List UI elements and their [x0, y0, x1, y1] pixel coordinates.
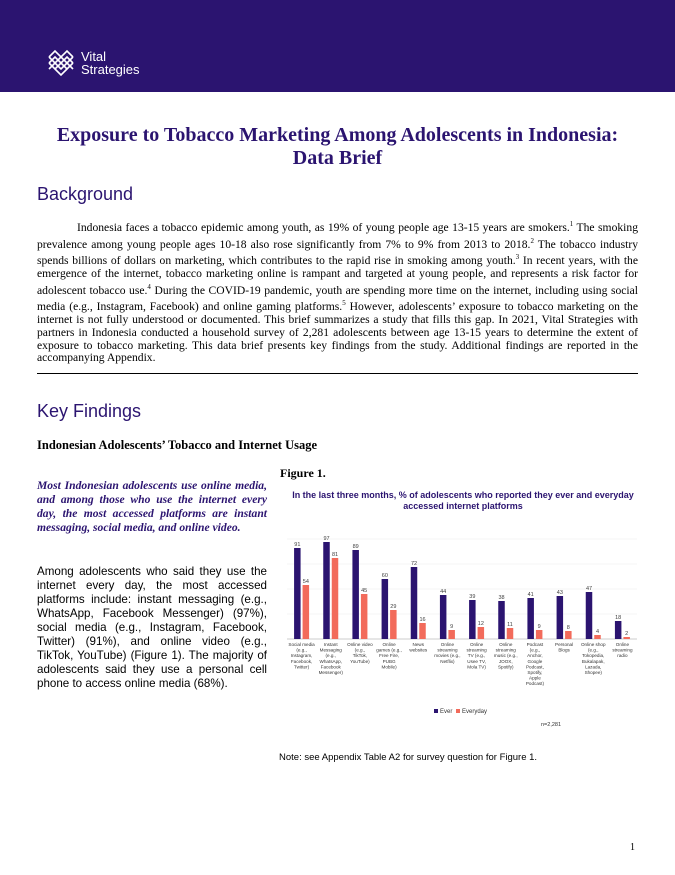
- category-label: YouTube): [350, 658, 370, 664]
- data-label-everyday: 16: [419, 617, 426, 623]
- figure-label: Figure 1.: [280, 466, 326, 480]
- category-label: Netflix): [440, 658, 455, 664]
- category-label: Google: [527, 658, 543, 664]
- data-label-everyday: 12: [477, 621, 484, 627]
- data-label-ever: 60: [381, 573, 388, 579]
- data-label-everyday: 11: [507, 622, 513, 628]
- legend-label-everyday: Everyday: [462, 709, 488, 715]
- legend-swatch-everyday: [456, 709, 460, 713]
- ref-1: 1: [569, 220, 574, 228]
- category-label: Online: [615, 642, 630, 647]
- category-label: streaming: [495, 647, 516, 653]
- category-label: Mola TV): [467, 664, 486, 670]
- category-label: Personal: [555, 642, 574, 647]
- bar-everyday: [507, 628, 514, 639]
- category-label: Free Fire,: [379, 653, 400, 659]
- category-label: Apple: [529, 675, 541, 681]
- finding-body: Among adolescents who said they use the internet every day, the most accessed platforms include: instant messaging (e.g., WhatsApp, Facebook Messenger) (97%), social media (e.g., Instagram, Facebook, Twitter) (91%), and online video (e.g., TikTok, YouTube) (Figure 1). The majority of adolescents said they use a personal cell phone to access online media (68%).: [37, 565, 267, 690]
- bar-everyday: [390, 610, 397, 639]
- category-label: TikTok,: [352, 653, 368, 659]
- category-label: PUBG: [382, 658, 396, 664]
- category-label: Tokopedia,: [582, 653, 605, 659]
- bar-everyday: [332, 558, 339, 639]
- bar-ever: [382, 579, 389, 639]
- legend-swatch-ever: [434, 709, 438, 713]
- data-label-ever: 72: [410, 561, 418, 567]
- data-label-ever: 18: [615, 615, 622, 621]
- category-label: Facebook,: [290, 658, 313, 664]
- data-label-ever: 91: [294, 542, 301, 548]
- bar-ever: [498, 601, 505, 639]
- category-label: Instant: [323, 642, 338, 647]
- title-line-1: Exposure to Tobacco Marketing Among Adolescents in Indonesia:: [56, 124, 619, 146]
- chart-title: In the last three months, % of adolescents who reported they ever and everyday accessed internet platforms: [292, 490, 634, 511]
- category-label: Podcast,: [525, 664, 544, 670]
- category-label: Online: [469, 642, 484, 647]
- bar-ever: [352, 550, 359, 639]
- page-number: 1: [630, 842, 635, 853]
- category-label: JOOX,: [498, 658, 513, 664]
- logo-text: [81, 50, 140, 76]
- bar-ever: [615, 621, 622, 639]
- category-label: Social media: [288, 642, 315, 647]
- bar-ever: [440, 595, 447, 639]
- category-label: Messenger): [318, 670, 343, 675]
- sample-size-annotation: n=2,281: [541, 722, 562, 728]
- category-label: News: [412, 642, 424, 647]
- data-label-everyday: 45: [361, 588, 368, 594]
- data-label-everyday: 29: [390, 604, 397, 610]
- bg-text-3: The tobacco industry spends billions of dollars on marketing, which contributes to the rapid rise in smoking among youth.: [37, 237, 638, 268]
- category-label: websites: [409, 647, 428, 653]
- category-label: streaming: [612, 647, 633, 653]
- category-label: radio: [617, 653, 628, 659]
- vital-strategies-logo: [46, 48, 140, 78]
- category-label: games (e.g.,: [376, 647, 402, 653]
- data-label-everyday: 4: [595, 629, 600, 635]
- category-label: music (e.g.,: [493, 653, 518, 659]
- category-label: Shopee): [584, 670, 602, 675]
- data-label-ever: 38: [498, 595, 505, 601]
- bar-ever: [469, 600, 476, 639]
- bg-text-5: During the COVID-19 pandemic, youth are spending more time on the internet, including using social media (e.g., Instagram, Facebook) and online gaming platforms.: [37, 283, 638, 314]
- category-label: Online: [382, 642, 396, 647]
- bg-text-1: Indonesia faces a tobacco epidemic among youth, as 19% of young people age 13-15 years are smokers.: [77, 220, 570, 234]
- document-title: [0, 124, 675, 170]
- ref-5: 5: [342, 299, 346, 308]
- category-label: Podcast: [526, 642, 544, 647]
- bar-everyday: [303, 585, 310, 639]
- category-label: (e.g.,: [354, 647, 366, 653]
- logo-weave-icon: [46, 48, 76, 78]
- category-label: Podcast): [525, 681, 544, 687]
- bar-ever: [527, 598, 534, 639]
- data-label-everyday: 2: [625, 631, 629, 637]
- category-label: (e.g.,: [529, 647, 541, 653]
- data-label-ever: 41: [527, 592, 534, 598]
- category-label: WhatsApp,: [319, 658, 342, 664]
- data-label-everyday: 81: [331, 552, 339, 558]
- logo-line-1: Vital: [81, 49, 107, 64]
- category-label: streaming: [437, 647, 458, 653]
- bar-ever: [323, 542, 330, 639]
- category-label: (e.g.,: [588, 647, 599, 653]
- bar-everyday: [419, 623, 426, 639]
- category-label: Instagram,: [290, 653, 313, 659]
- category-label: Lazada,: [585, 664, 602, 670]
- category-label: Online video: [347, 642, 373, 647]
- data-label-everyday: 8: [566, 625, 570, 631]
- category-label: (e.g.,: [325, 653, 336, 659]
- data-label-ever: 43: [556, 590, 563, 596]
- data-label-ever: 47: [585, 586, 593, 592]
- bar-ever: [586, 592, 593, 639]
- background-paragraph: [37, 218, 638, 365]
- category-label: Usee TV,: [467, 658, 486, 664]
- bg-text-4: In recent years, with the emergence of the internet, tobacco marketing online is rampant and targeted at young people, and represents a risk factor for adolescent tobacco use.: [37, 254, 638, 297]
- bar-chart: [282, 484, 644, 734]
- ref-2: 2: [530, 236, 534, 245]
- data-label-everyday: 9: [537, 624, 541, 630]
- data-label-everyday: 9: [450, 624, 454, 630]
- ref-3: 3: [515, 253, 520, 262]
- category-label: Spotify,: [527, 670, 543, 675]
- category-label: Mobile): [381, 664, 397, 670]
- category-label: Twitter): [294, 664, 310, 670]
- bar-ever: [294, 548, 301, 639]
- bar-everyday: [361, 594, 368, 639]
- usage-subheading: Indonesian Adolescents’ Tobacco and Internet Usage: [37, 438, 318, 452]
- data-label-ever: 44: [440, 589, 447, 595]
- legend-label-ever: Ever: [440, 709, 453, 715]
- category-label: Spotify): [497, 664, 514, 670]
- data-label-ever: 89: [352, 544, 359, 550]
- category-label: movies (e.g.,: [434, 653, 461, 659]
- bar-ever: [557, 596, 564, 639]
- category-label: Online: [499, 642, 513, 647]
- category-label: TV (e.g.,: [467, 653, 486, 659]
- category-label: Online: [440, 642, 455, 647]
- logo-line-2: Strategies: [81, 62, 140, 77]
- category-label: Blogs: [558, 647, 570, 653]
- bg-text-2: The smoking prevalence among young people ages 10-18 also rose significantly from 7% to 9% from 2013 to 2018.: [37, 220, 638, 251]
- category-label: (e.g.,: [296, 647, 307, 653]
- title-line-2: Data Brief: [292, 147, 383, 169]
- category-label: Bukalapak,: [581, 658, 605, 664]
- category-label: Messaging: [319, 647, 342, 653]
- bar-everyday: [594, 635, 601, 639]
- figure-1-chart: [282, 484, 644, 734]
- figure-note: Note: see Appendix Table A2 for survey question for Figure 1.: [279, 752, 538, 763]
- bar-everyday: [448, 630, 455, 639]
- key-findings-heading: Key Findings: [37, 401, 142, 421]
- category-label: Facebook: [320, 664, 341, 670]
- bar-everyday: [565, 631, 572, 639]
- category-label: streaming: [466, 647, 487, 653]
- background-heading: Background: [37, 184, 134, 204]
- data-label-ever: 97: [323, 536, 330, 542]
- bar-everyday: [623, 637, 630, 639]
- bar-everyday: [536, 630, 543, 639]
- data-label-ever: 39: [469, 594, 476, 600]
- data-label-everyday: 54: [302, 579, 309, 585]
- bar-everyday: [478, 627, 485, 639]
- ref-4: 4: [147, 282, 151, 291]
- lead-finding: Most Indonesian adolescents use online media, and among those who use the internet every day, the most accessed platforms are instant messaging, social media, and online video.: [37, 479, 267, 534]
- bar-ever: [411, 567, 418, 639]
- header-banner: [0, 0, 675, 92]
- category-label: Anchor,: [527, 653, 543, 659]
- bg-text-6: However, adolescents’ exposure to tobacco marketing on the internet is not fully understood or documented. This brief summarizes a study that fills this gap. In 2021, Vital Strategies with partners in Indonesia conducted a household survey of 2,281 adolescents between age 13-15 years to determine the extent of exposure to tobacco marketing. This data brief presents key findings from the study. Additional findings are reported in the accompanying Appendix.: [37, 300, 639, 365]
- section-divider: [37, 373, 638, 374]
- category-label: Online shop: [580, 642, 606, 647]
